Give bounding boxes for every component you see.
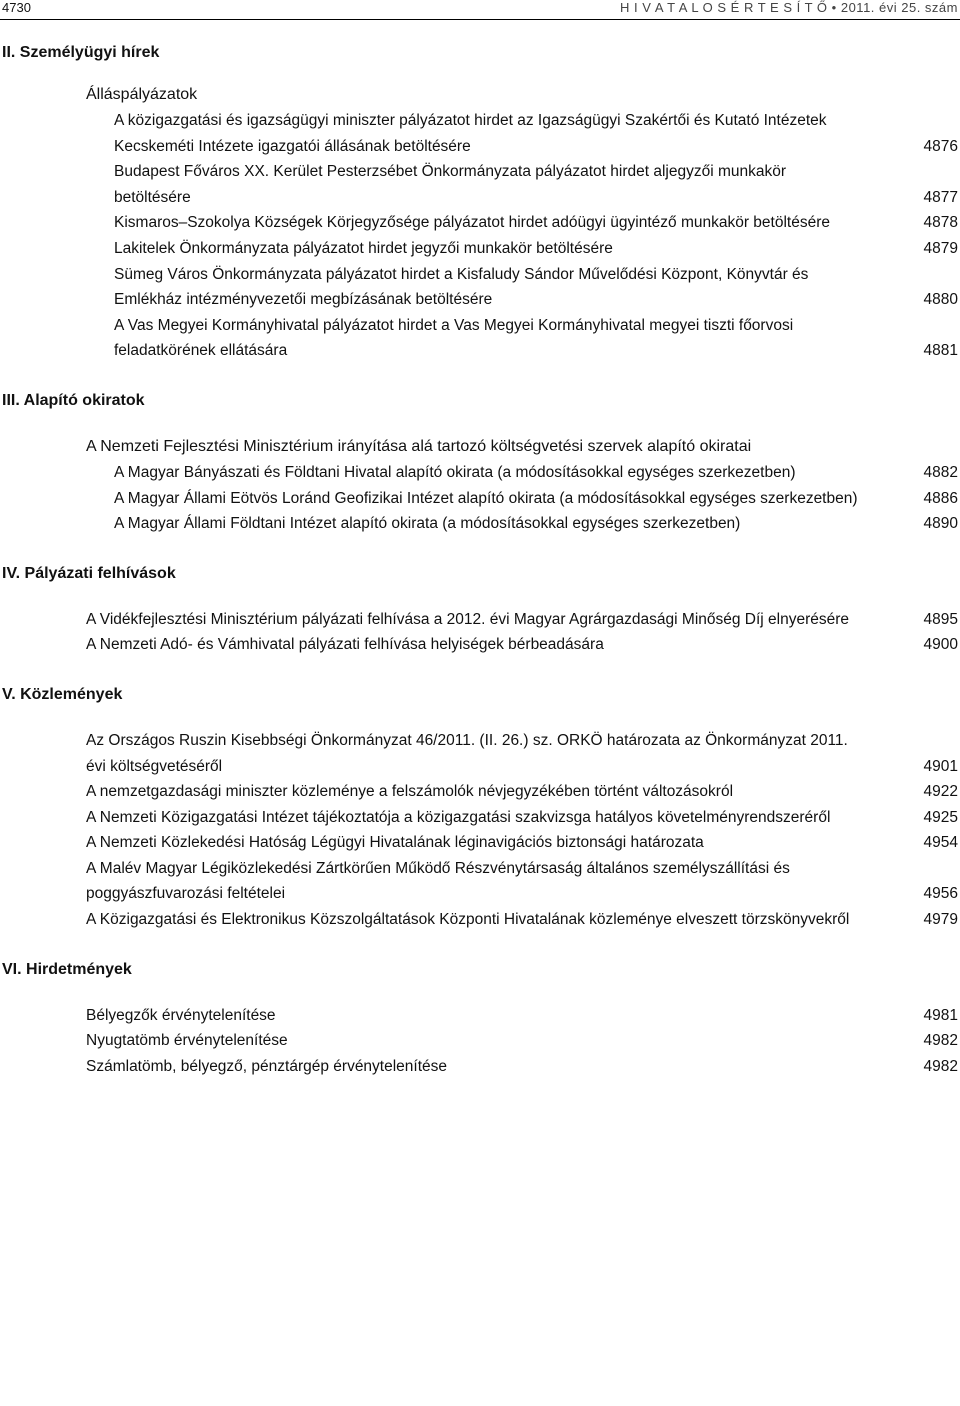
table-of-contents [0, 40, 960, 1079]
entry-title: A Közigazgatási és Elektronikus Közszolgáltatások Központi Hivatalának közleménye elveszett törzskönyvekről [86, 911, 850, 929]
entry-title: Bélyegzők érvénytelenítése [86, 1006, 276, 1024]
toc-entry[interactable] [0, 511, 960, 537]
toc-entry[interactable] [0, 856, 960, 907]
entry-title: A közigazgatási és igazságügyi miniszter pályázatot hirdet az Igazságügyi Szakértői és Kutató Intézetek Kecskeméti Intézete igazgatói állásának betöltésére [114, 112, 827, 155]
entry-page-number: 4876 [923, 137, 958, 155]
section-calls-for-proposals [0, 561, 960, 658]
toc-entry[interactable] [0, 108, 960, 159]
entry-title: A Nemzeti Közlekedési Hatóság Légügyi Hivatalának léginavigációs biztonsági határozata [86, 834, 704, 852]
section-title: V. Közlemények [2, 685, 123, 703]
toc-entry[interactable] [0, 632, 960, 658]
section-title: IV. Pályázati felhívások [2, 564, 176, 582]
section-personnel-news [0, 40, 960, 364]
toc-entry[interactable] [0, 1003, 960, 1029]
entry-page-number: 4981 [923, 1006, 958, 1024]
toc-entry[interactable] [0, 486, 960, 512]
entry-title: A Nemzeti Közigazgatási Intézet tájékoztatója a közigazgatási szakvizsga hatályos követelményrendszeréről [86, 808, 831, 826]
entry-page-number: 4890 [923, 515, 958, 533]
entry-title: Nyugtatömb érvénytelenítése [86, 1032, 288, 1050]
entry-title: A nemzetgazdasági miniszter közleménye a felszámolók névjegyzékében történt változásokról [86, 783, 734, 801]
entry-title: Az Országos Ruszin Kisebbségi Önkormányzat 46/2011. (II. 26.) sz. ORKÖ határozata az Önkormányzat 2011. évi költségvetéséről [86, 731, 848, 775]
toc-entry[interactable] [0, 728, 960, 779]
entry-title: A Magyar Állami Földtani Intézet alapító okirata (a módosításokkal egységes szerkezetben) [114, 515, 741, 533]
entry-page-number: 4879 [923, 239, 958, 257]
entry-title: Számlatömb, bélyegző, pénztárgép érvénytelenítése [86, 1057, 448, 1075]
entry-title: Sümeg Város Önkormányzata pályázatot hirdet a Kisfaludy Sándor Művelődési Központ, Könyvtár és Emlékház intézményvezetői megbízásának betöltésére [114, 265, 809, 309]
toc-entry[interactable] [0, 779, 960, 805]
entry-page-number: 4881 [923, 342, 958, 360]
entry-page-number: 4956 [923, 885, 958, 903]
toc-entry[interactable] [0, 1054, 960, 1080]
entry-page-number: 4886 [923, 489, 958, 507]
entry-page-number: 4922 [923, 783, 958, 801]
entry-title: A Vidékfejlesztési Minisztérium pályázati felhívása a 2012. évi Magyar Agrárgazdasági Minőség Díj elnyerésére [86, 610, 850, 628]
entry-title: Kismaros–Szokolya Községek Körjegyzősége pályázatot hirdet adóügyi ügyintéző munkakör betöltésére [114, 214, 830, 232]
toc-entry[interactable] [0, 830, 960, 856]
section-notices [0, 957, 960, 1080]
entry-page-number: 4925 [923, 808, 958, 826]
subsection-heading: Álláspályázatok [86, 86, 198, 103]
toc-entry[interactable] [0, 159, 960, 210]
entry-title: A Nemzeti Adó- és Vámhivatal pályázati felhívása helyiségek bérbeadására [86, 636, 604, 654]
toc-entry[interactable] [0, 262, 960, 313]
page-number: 4730 [2, 0, 31, 15]
entry-page-number: 4895 [923, 610, 958, 628]
journal-title: H I V A T A L O S É R T E S Í T Ő [620, 0, 828, 15]
journal-info [620, 0, 958, 15]
entry-page-number: 4900 [923, 636, 958, 654]
toc-entry[interactable] [0, 1028, 960, 1054]
entry-page-number: 4878 [923, 214, 958, 232]
entry-page-number: 4954 [923, 834, 958, 852]
entry-title: A Magyar Állami Eötvös Loránd Geofizikai Intézet alapító okirata (a módosításokkal egységes szerkezetben) [114, 489, 858, 507]
section-title: III. Alapító okiratok [2, 391, 145, 409]
page-header [0, 0, 960, 20]
entry-page-number: 4901 [923, 757, 958, 775]
toc-entry[interactable] [0, 805, 960, 831]
entry-page-number: 4882 [923, 463, 958, 481]
section-announcements [0, 682, 960, 933]
entry-title: Lakitelek Önkormányzata pályázatot hirdet jegyzői munkakör betöltésére [114, 239, 613, 257]
toc-entry[interactable] [0, 210, 960, 236]
entry-title: Budapest Főváros XX. Kerület Pesterzsébet Önkormányzata pályázatot hirdet aljegyzői munkakör betöltésére [114, 163, 787, 206]
header-divider [0, 19, 960, 20]
toc-entry[interactable] [0, 460, 960, 486]
toc-entry[interactable] [0, 313, 960, 364]
entry-title: A Magyar Bányászati és Földtani Hivatal alapító okirata (a módosításokkal egységes szerkezetben) [114, 463, 796, 481]
entry-page-number: 4880 [923, 291, 958, 309]
entry-page-number: 4982 [923, 1057, 958, 1075]
subsection-heading: A Nemzeti Fejlesztési Minisztérium irányítása alá tartozó költségvetési szervek alapító okiratai [86, 437, 752, 455]
entry-title: A Malév Magyar Légiközlekedési Zártkörűen Működő Részvénytársaság általános személyszállítási és poggyászfuvarozási feltételei [86, 859, 790, 903]
section-title: II. Személyügyi hírek [2, 44, 160, 61]
entry-page-number: 4877 [923, 188, 958, 206]
entry-page-number: 4982 [923, 1032, 958, 1050]
toc-entry[interactable] [0, 607, 960, 633]
entry-title: A Vas Megyei Kormányhivatal pályázatot hirdet a Vas Megyei Kormányhivatal megyei tiszti főorvosi feladatkörének ellátására [114, 316, 794, 360]
section-founding-documents [0, 388, 960, 537]
toc-entry[interactable] [0, 907, 960, 933]
issue-number: 2011. évi 25. szám [840, 0, 958, 15]
bullet-separator: • [831, 0, 841, 15]
section-title: VI. Hirdetmények [2, 960, 132, 978]
entry-page-number: 4979 [923, 911, 958, 929]
toc-entry[interactable] [0, 236, 960, 262]
